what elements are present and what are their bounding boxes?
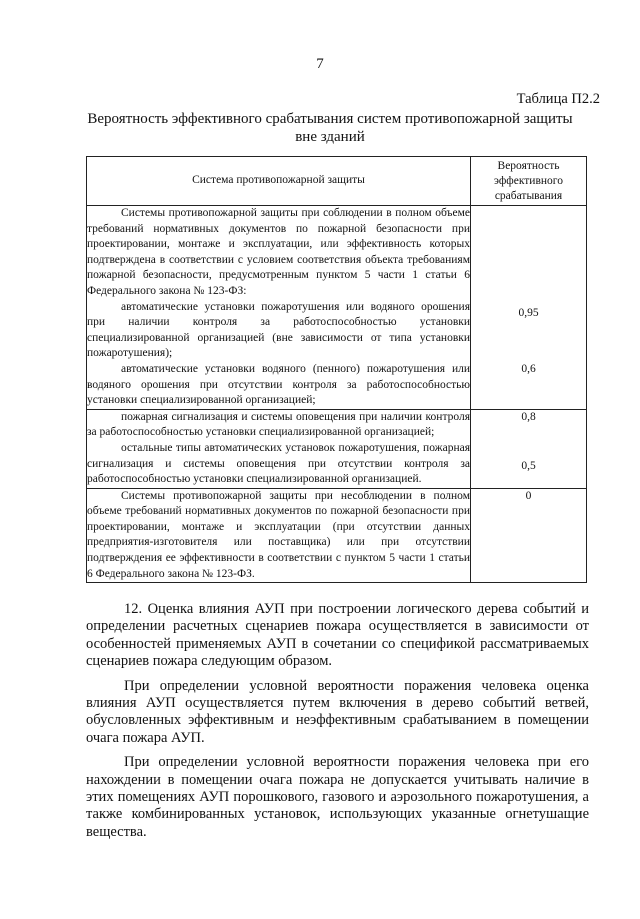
probability-cell	[471, 206, 587, 410]
probability-cell	[471, 488, 587, 583]
system-cell	[87, 488, 471, 583]
page-number: 7	[316, 56, 324, 72]
probability-value: 0	[525, 489, 532, 502]
table-header-row	[87, 157, 587, 206]
probability-table	[86, 156, 587, 583]
paragraph: При определении условной вероятности поражения человека при его нахождении в помещении очага пожара не допускается учитывать наличие в этих помещениях АУП порошкового, газового и аэрозольного пожаротушения, а также комбинированных установок, использующих указанные огнетушащие вещества.	[86, 754, 589, 840]
system-cell	[87, 409, 471, 488]
table-row	[87, 409, 587, 488]
system-cell	[87, 206, 471, 410]
probability-value: 0,95	[518, 307, 539, 319]
table-row	[87, 206, 587, 410]
paragraph: При определении условной вероятности поражения человека оценка влияния АУП осуществляется путем включения в дерево событий ветвей, обусловленных эффективным и неэффективным срабатыванием в помещении очага пожара АУП.	[86, 677, 589, 746]
system-text: остальные типы автоматических установок пожаротушения, пожарная сигнализация и системы оповещения при отсутствии контроля за работоспособностью установки специализированной организацией.	[87, 441, 470, 486]
probability-cell	[471, 409, 587, 488]
body-text	[86, 601, 589, 848]
system-text: автоматические установки водяного (пенного) пожаротушения или водяного орошения при отсутствии контроля за работоспособностью установки специализированной организацией;	[87, 362, 470, 407]
header-system: Система противопожарной защиты	[87, 157, 471, 206]
table-title: Вероятность эффективного срабатывания систем противопожарной защиты вне зданий	[87, 111, 573, 145]
system-text: Системы противопожарной защиты при соблюдении в полном объеме требований нормативных документов по пожарной безопасности при проектировании, монтаже и эксплуатации, или эффективность которых подтверждена в соответствии с условием соответствия объекта требованиям пожарной безопасности, предусмотренным пунктом 5 части 1 статьи 6 Федерального закона № 123-ФЗ:	[87, 207, 470, 297]
system-text: пожарная сигнализация и системы оповещения при наличии контроля за работоспособностью установки специализированной организацией;	[87, 410, 470, 439]
table-label: Таблица П2.2	[516, 91, 600, 107]
header-probability: Вероятность эффективного срабатывания	[471, 157, 587, 206]
system-text: автоматические установки пожаротушения или водяного орошения при наличии контроля за работоспособностью установки специализированной организацией (вне зависимости от типа установки пожаротушения);	[87, 300, 470, 360]
probability-value: 0,6	[521, 362, 536, 375]
table-row	[87, 488, 587, 583]
probability-value: 0,8	[521, 410, 536, 423]
probability-value: 0,5	[521, 460, 536, 473]
paragraph: 12. Оценка влияния АУП при построении логического дерева событий и определении расчетных сценариев пожара осуществляется в зависимости от особенностей применяемых АУП в сочетании со спецификой рассматриваемых сценариев пожара следующим образом.	[86, 601, 589, 670]
system-text: Системы противопожарной защиты при несоблюдении в полном объеме требований нормативных документов по пожарной безопасности при проектировании, монтаже и эксплуатации (при отсутствии данных предприятия-изготовителя или поставщика) или при отсутствии подтверждения ее эффективности в соответствии с пунктом 5 части 1 статьи 6 Федерального закона № 123-ФЗ.	[87, 489, 470, 580]
